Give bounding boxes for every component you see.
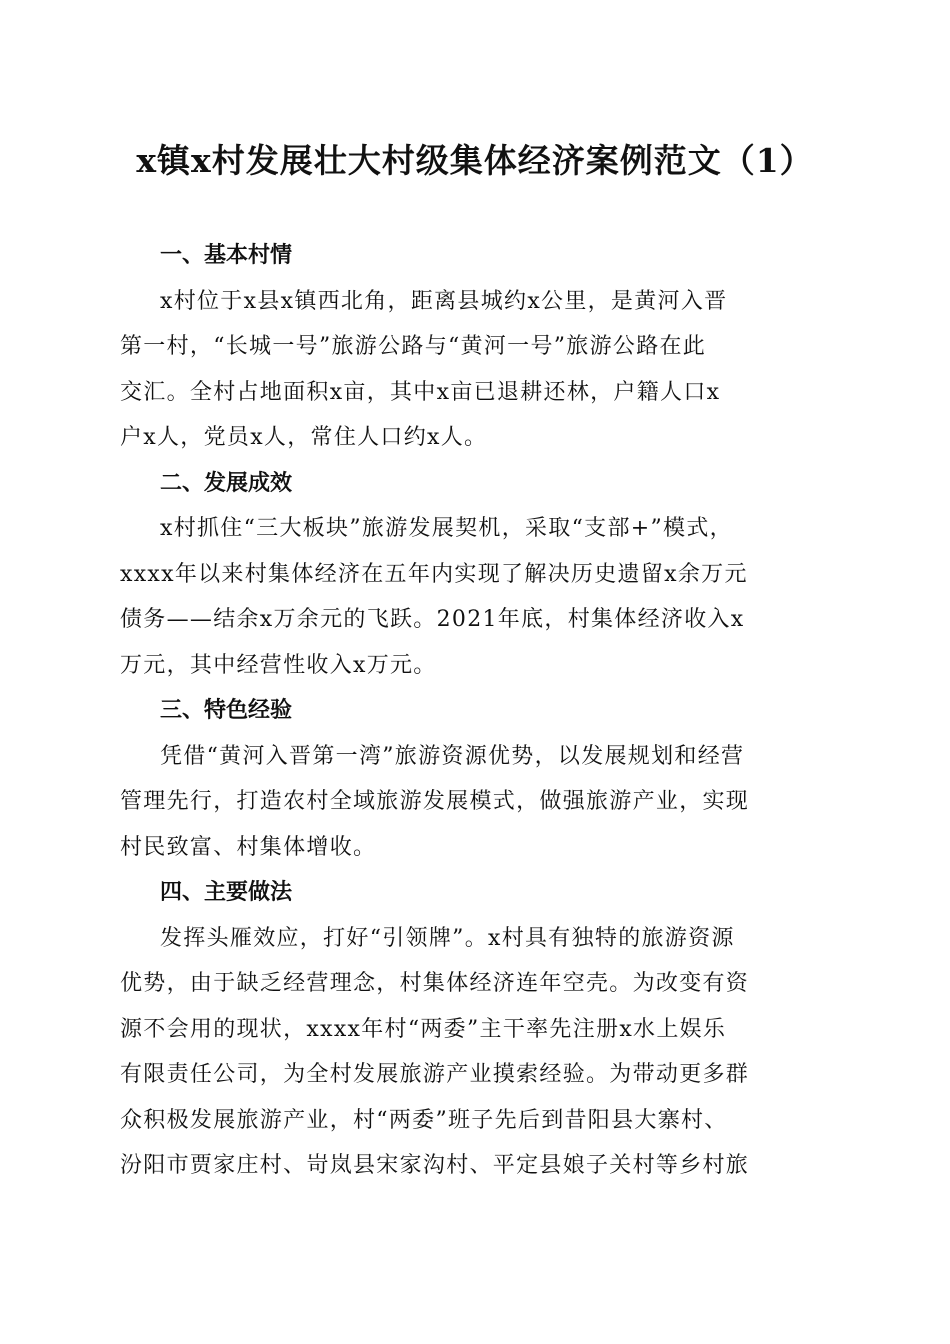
paragraph-line: 第一村，“长城一号”旅游公路与“黄河一号”旅游公路在此	[120, 334, 707, 359]
section-heading-experience: 三、特色经验	[160, 698, 293, 723]
paragraph-line: x村位于x县x镇西北角，距离县城约x公里，是黄河入晋	[160, 288, 728, 314]
document-body	[120, 233, 825, 1189]
paragraph-line: 优势，由于缺乏经营理念，村集体经济连年空壳。为改变有资	[120, 971, 750, 996]
document-title: x镇x村发展壮大村级集体经济案例范文（1）	[136, 141, 814, 180]
section-heading-achievements: 二、发展成效	[160, 470, 293, 496]
paragraph-line: 凭借“黄河入晋第一湾”旅游资源优势，以发展规划和经营	[160, 743, 745, 769]
section-heading-basic-info: 一、基本村情	[160, 243, 293, 268]
paragraph-line: 债务——结余x万余元的飞跃。2021年底，村集体经济收入x	[120, 607, 745, 632]
section-paragraph-basic-info	[120, 279, 825, 461]
section-paragraph-achievements	[120, 506, 825, 688]
paragraph-line: x村抓住“三大板块”旅游发展契机，采取“支部+”模式，	[160, 516, 733, 541]
paragraph-line: xxxx年以来村集体经济在五年内实现了解决历史遗留x余万元	[120, 561, 748, 587]
paragraph-line: 户x人，党员x人，常住人口约x人。	[120, 425, 488, 450]
paragraph-line: 发挥头雁效应，打好“引领牌”。x村具有独特的旅游资源	[160, 925, 735, 951]
section-heading-practices: 四、主要做法	[160, 880, 293, 905]
paragraph-line: 源不会用的现状，xxxx年村“两委”主干率先注册x水上娱乐	[120, 1016, 727, 1042]
paragraph-line: 有限责任公司，为全村发展旅游产业摸索经验。为带动更多群	[120, 1062, 750, 1087]
paragraph-line: 众积极发展旅游产业，村“两委”班子先后到昔阳县大寨村、	[120, 1107, 728, 1133]
section-paragraph-experience	[120, 734, 825, 871]
paragraph-line: 万元，其中经营性收入x万元。	[120, 652, 437, 678]
paragraph-line: 交汇。全村占地面积x亩，其中x亩已退耕还林，户籍人口x	[120, 379, 721, 405]
paragraph-line: 管理先行，打造农村全域旅游发展模式，做强旅游产业，实现	[120, 789, 750, 814]
section-paragraph-practices	[120, 916, 825, 1189]
paragraph-line: 汾阳市贾家庄村、岢岚县宋家沟村、平定县娘子关村等乡村旅	[120, 1153, 750, 1178]
paragraph-line: 村民致富、村集体增收。	[120, 834, 377, 860]
